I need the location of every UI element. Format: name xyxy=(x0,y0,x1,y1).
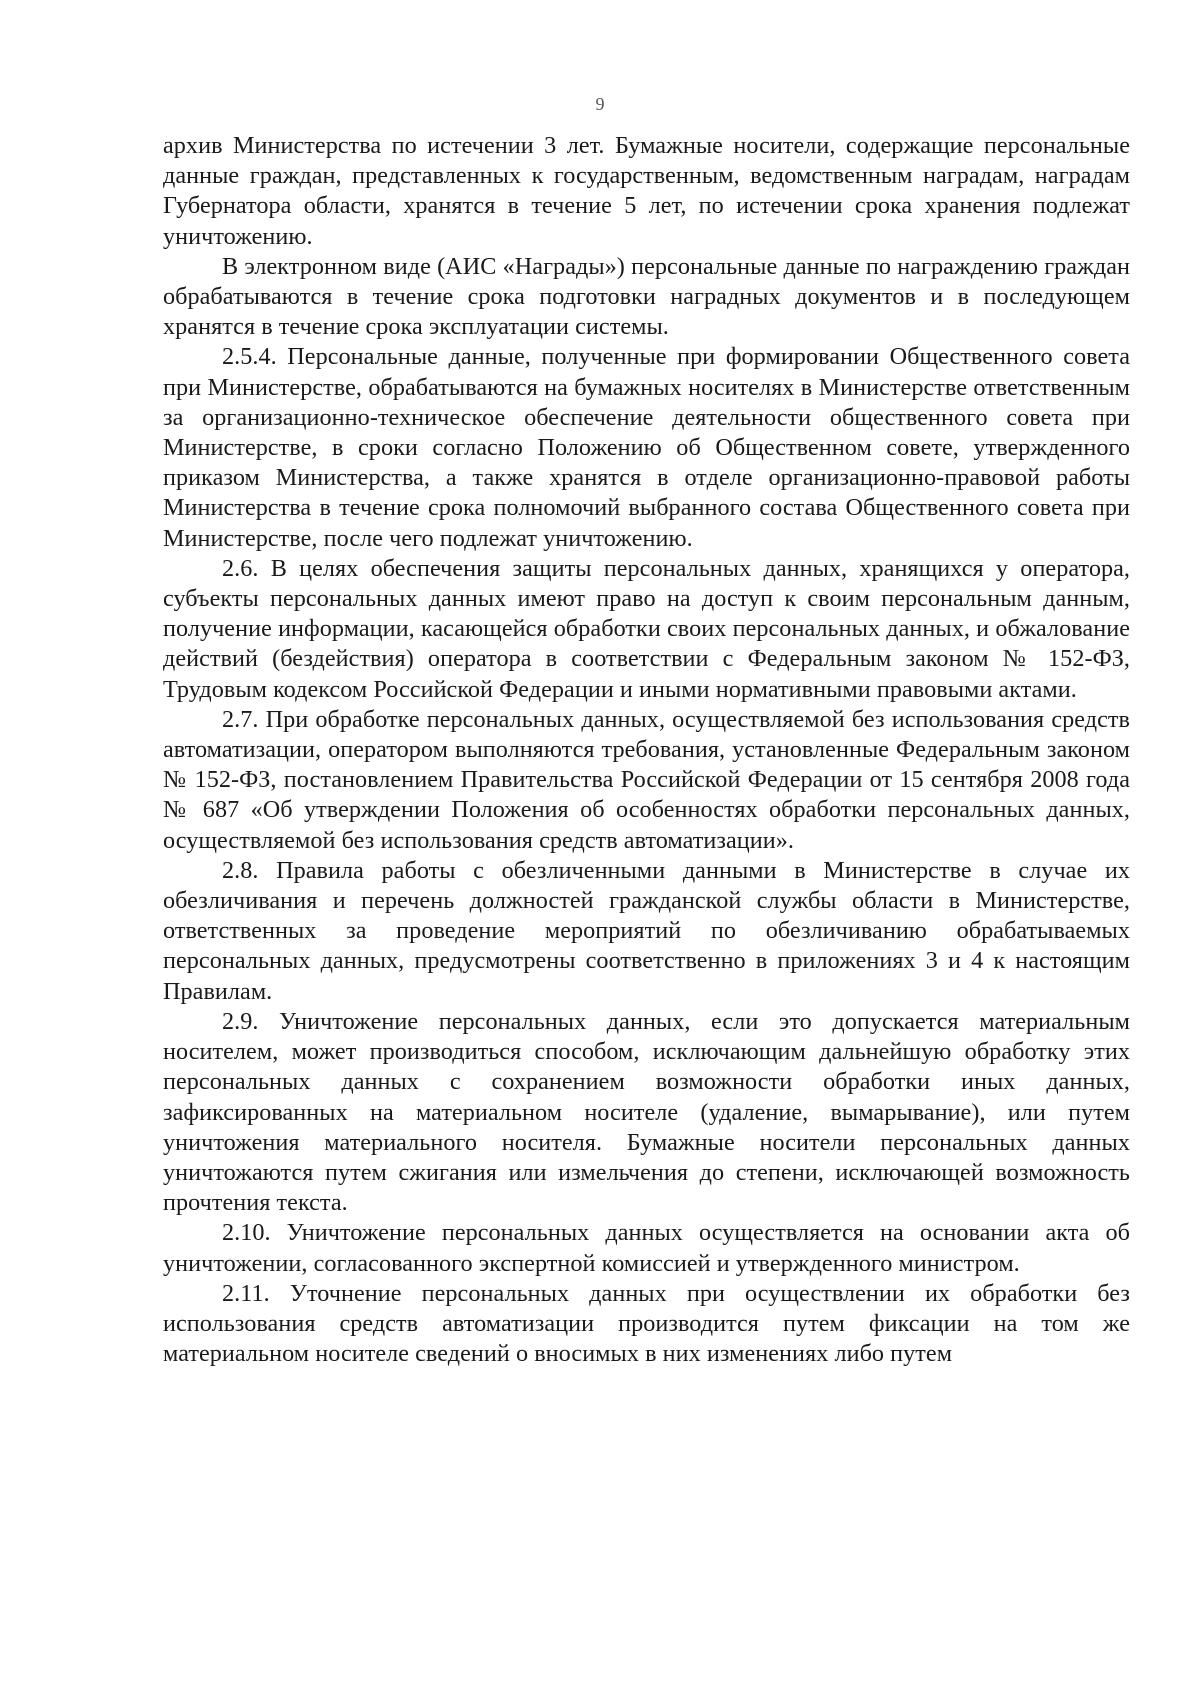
paragraph-2-7: 2.7. При обработке персональных данных, осуществляемой без использования средств автоматизации, оператором выполняются требования, установленные Федеральным законом № 152-ФЗ, постановлением Правительства Российской Федерации от 15 сентября 2008 года № 687 «Об утверждении Положения об особенностях обработки персональных данных, осуществляемой без использования средств автоматизации». xyxy=(163,705,1130,854)
paragraph-2-5-4: 2.5.4. Персональные данные, полученные при формировании Общественного совета при Министерстве, обрабатываются на бумажных носителях в Министерстве ответственным за организационно-техническое обеспечение деятельности общественного совета при Министерстве, в сроки согласно Положению об Общественном совете, утвержденного приказом Министерства, а также хранятся в отделе организационно-правовой работы Министерства в течение срока полномочий выбранного состава Общественного совета при Министерстве, после чего подлежат уничтожению. xyxy=(163,343,1130,552)
paragraph-2-9: 2.9. Уничтожение персональных данных, если это допускается материальным носителем, может производиться способом, исключающим дальнейшую обработку этих персональных данных с сохранением возможности обработки иных данных, зафиксированных на материальном носителе (удаление, вымарывание), или путем уничтожения материального носителя. Бумажные носители персональных данных уничтожаются путем сжигания или измельчения до степени, исключающей возможность прочтения текста. xyxy=(163,1007,1130,1217)
paragraph-2-6: 2.6. В целях обеспечения защиты персональных данных, хранящихся у оператора, субъекты персональных данных имеют право на доступ к своим персональным данным, получение информации, касающейся обработки своих персональных данных, и обжалование действий (бездействия) оператора в соответствии с Федеральным законом № 152-ФЗ, Трудовым кодексом Российской Федерации и иными нормативными правовыми актами. xyxy=(163,554,1130,703)
paragraph-2-10: 2.10. Уничтожение персональных данных осуществляется на основании акта об уничтожении, согласованного экспертной комиссией и утвержденного министром. xyxy=(163,1219,1130,1277)
document-body xyxy=(163,131,1130,1369)
paragraph-archive-continuation: архив Министерства по истечении 3 лет. Бумажные носители, содержащие персональные данные граждан, представленных к государственным, ведомственным наградам, наградам Губернатора области, хранятся в течение 5 лет, по истечении срока хранения подлежат уничтожению. xyxy=(163,132,1130,250)
paragraph-electronic-form: В электронном виде (АИС «Награды») персональные данные по награждению граждан обрабатываются в течение срока подготовки наградных документов и в последующем хранятся в течение срока эксплуатации системы. xyxy=(163,252,1130,341)
paragraph-2-8: 2.8. Правила работы с обезличенными данными в Министерстве в случае их обезличивания и перечень должностей гражданской службы области в Министерстве, ответственных за проведение мероприятий по обезличиванию обрабатываемых персональных данных, предусмотрены соответственно в приложениях 3 и 4 к настоящим Правилам. xyxy=(163,856,1130,1005)
paragraph-2-11: 2.11. Уточнение персональных данных при осуществлении их обработки без использования средств автоматизации производится путем фиксации на том же материальном носителе сведений о вносимых в них изменениях либо путем xyxy=(163,1279,1130,1368)
page-number: 9 xyxy=(595,94,605,114)
